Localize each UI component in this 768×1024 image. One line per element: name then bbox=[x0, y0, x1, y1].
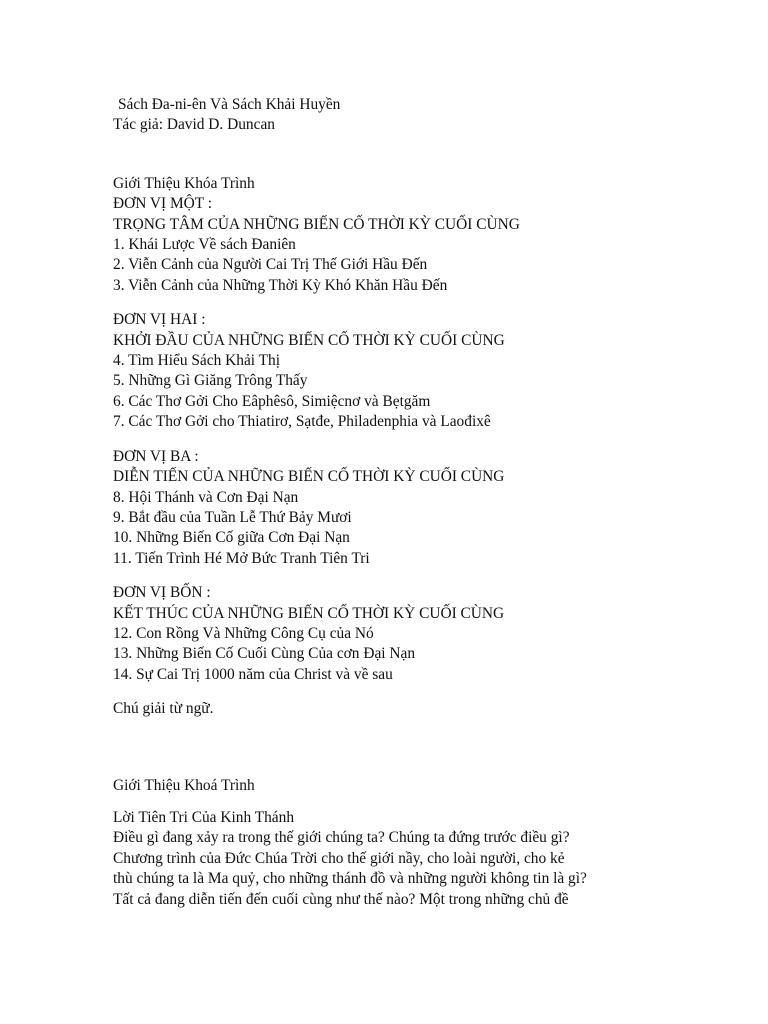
lesson-item: 11. Tiến Trình Hé Mở Bức Tranh Tiên Tri bbox=[113, 549, 370, 567]
lesson-item: 2. Viễn Cảnh của Người Cai Trị Thế Giới Hầu Đến bbox=[113, 256, 428, 274]
lesson-item: 12. Con Rồng Và Những Công Cụ của Nó bbox=[113, 624, 374, 642]
course-intro-heading: Giới Thiệu Khóa Trình bbox=[113, 174, 255, 192]
unit-one bbox=[113, 194, 753, 296]
lesson-item: 4. Tìm Hiểu Sách Khải Thị bbox=[113, 352, 280, 370]
unit-label: ĐƠN VỊ MỘT : bbox=[113, 195, 213, 213]
unit-heading: DIỄN TIẾN CỦA NHỮNG BIẾN CỐ THỜI KỲ CUỐI CÙNG bbox=[113, 468, 505, 486]
lesson-item: 9. Bắt đầu của Tuần Lễ Thứ Bảy Mươi bbox=[113, 508, 352, 526]
lesson-item: 1. Khái Lược Về sách Đaniên bbox=[113, 236, 296, 254]
intro-section-heading: Giới Thiệu Khoá Trình bbox=[113, 776, 255, 794]
unit-three bbox=[113, 447, 753, 569]
paragraph-line: Chương trình của Đức Chúa Trời cho thế giới nầy, cho loài người, cho kẻ bbox=[113, 849, 565, 867]
unit-four bbox=[113, 583, 753, 685]
lesson-item: 14. Sự Cai Trị 1000 năm của Christ và về sau bbox=[113, 665, 393, 683]
author-line: Tác giả: David D. Duncan bbox=[113, 116, 275, 134]
unit-heading: TRỌNG TÂM CỦA NHỮNG BIẾN CỐ THỜI KỲ CUỐI CÙNG bbox=[113, 215, 520, 233]
document-title: Sách Đa-ni-ên Và Sách Khải Huyền bbox=[118, 96, 341, 113]
glossary-line: Chú giải từ ngữ. bbox=[113, 700, 214, 718]
paragraph-line: Điều gì đang xảy ra trong thế giới chúng ta? Chúng ta đứng trước điều gì? bbox=[113, 829, 570, 847]
lesson-item: 10. Những Biến Cố giữa Cơn Đại Nạn bbox=[113, 529, 350, 547]
document-page bbox=[113, 95, 753, 910]
unit-heading: KẾT THÚC CỦA NHỮNG BIẾN CỐ THỜI KỲ CUỐI CÙNG bbox=[113, 604, 505, 622]
paragraph-line: thù chúng ta là Ma quỷ, cho những thánh đồ và những người không tin là gì? bbox=[113, 870, 587, 888]
lesson-item: 7. Các Thơ Gởi cho Thiatirơ, Sạtđe, Philadenphia và Laođixê bbox=[113, 413, 491, 431]
lesson-item: 8. Hội Thánh và Cơn Đại Nạn bbox=[113, 488, 299, 506]
lesson-item: 13. Những Biến Cố Cuối Cùng Của cơn Đại Nạn bbox=[113, 645, 416, 663]
lesson-item: 3. Viễn Cảnh của Những Thời Kỳ Khó Khăn Hầu Đến bbox=[113, 276, 448, 294]
unit-heading: KHỞI ĐẦU CỦA NHỮNG BIẾN CỐ THỜI KỲ CUỐI CÙNG bbox=[113, 331, 505, 349]
paragraph-line: Tất cả đang diễn tiến đến cuối cùng như thế nào? Một trong những chủ đề bbox=[113, 890, 569, 908]
lesson-item: 6. Các Thơ Gởi Cho Eâphêsô, Simiệcnơ và Bẹtgăm bbox=[113, 392, 431, 410]
lesson-item: 5. Những Gì Giăng Trông Thấy bbox=[113, 372, 308, 390]
unit-label: ĐƠN VỊ BỐN : bbox=[113, 584, 211, 602]
unit-label: ĐƠN VỊ BA : bbox=[113, 447, 199, 465]
prophecy-heading: Lời Tiên Tri Của Kinh Thánh bbox=[113, 808, 295, 826]
unit-label: ĐƠN VỊ HAI : bbox=[113, 311, 206, 329]
unit-two bbox=[113, 310, 753, 432]
